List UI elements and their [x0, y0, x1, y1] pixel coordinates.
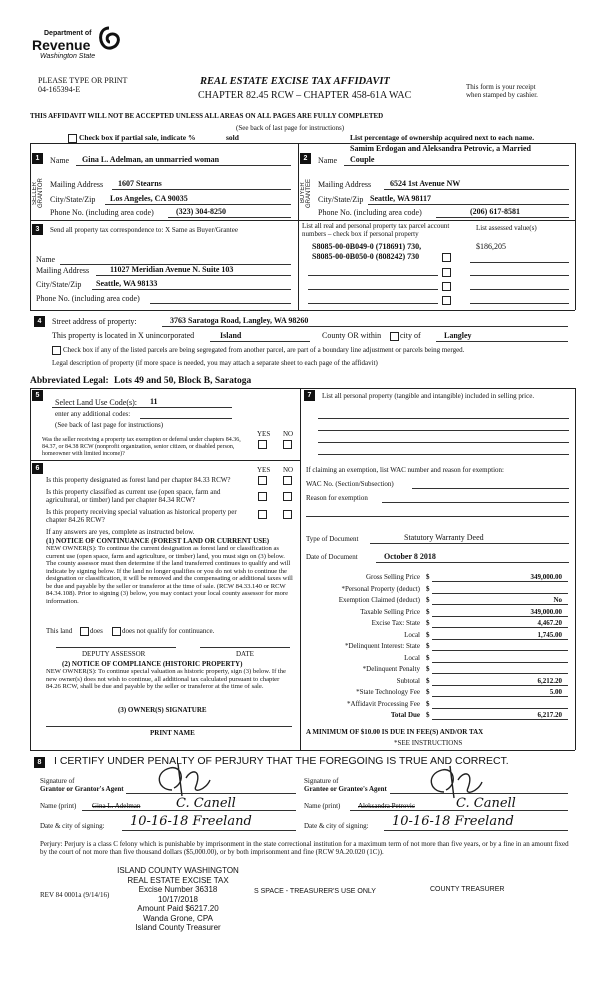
buyer-name-line2[interactable]: Couple: [350, 155, 375, 164]
buyer-city-label: City/State/Zip: [318, 195, 364, 204]
partial-sale-checkbox[interactable]: [68, 134, 77, 143]
grantee-sig-label-2: Grantee or Grantee's Agent: [304, 785, 387, 793]
perjury-notice: Perjury: Perjury is a class C felony which is punishable by imprisonment in the state correctional institution for a maximum term of not more than five years, or by a fine in an amount fixed by the court of not more than five thousand dollars ($5,000.00), or by both imprisonment and fine (RCW 9A.20.020 (1C)).: [40, 840, 569, 856]
parcel-5-checkbox[interactable]: [442, 296, 451, 305]
dollar-sign: $: [426, 573, 430, 581]
see-back-5: (See back of last page for instructions): [55, 421, 164, 429]
tax-row-label: Subtotal: [396, 676, 420, 685]
tax-row-line: [432, 662, 568, 663]
section-8-number: 8: [34, 757, 45, 768]
grantor-date-city[interactable]: 10-16-18 Freeland: [130, 814, 252, 829]
buyer-name-line1[interactable]: Samim Erdogan and Aleksandra Petrovic, a Married: [350, 144, 531, 153]
tax-row-line: [432, 639, 568, 640]
section-6-number: 6: [32, 463, 43, 474]
grantee-name-print[interactable]: Aleksandra Petrovic: [358, 802, 415, 810]
dollar-sign: $: [426, 607, 430, 616]
receipt-note-1: This form is your receipt: [466, 83, 536, 91]
land-use-label: Select Land Use Code(s):: [55, 398, 137, 407]
dollar-sign: $: [426, 676, 430, 685]
logo-line3: Washington State: [40, 53, 96, 60]
ownership-note: List percentage of ownership acquired next to each name.: [350, 133, 535, 142]
tax-row-label: *Affidavit Processing Fee: [347, 699, 420, 708]
assessed-header: List assessed value(s): [476, 224, 537, 232]
seller-name[interactable]: Gina L. Adelman, an unmarried woman: [82, 155, 220, 164]
logo-swirl-icon: [96, 26, 122, 54]
exemption-claim-text: If claiming an exemption, list WAC number and reason for exemption:: [306, 466, 504, 474]
logo-line1: Department of: [44, 30, 92, 37]
form-chapter: CHAPTER 82.45 RCW – CHAPTER 458-61A WAC: [198, 90, 412, 101]
land-use-code[interactable]: 11: [150, 397, 158, 406]
does-not-label: does not qualify for continuance.: [122, 627, 215, 635]
dollar-sign: $: [426, 642, 430, 650]
seller-city-label: City/State/Zip: [50, 195, 96, 204]
historic-yes-checkbox[interactable]: [258, 510, 267, 519]
does-label: does: [90, 627, 103, 635]
grantee-date-label: Date & city of signing:: [304, 822, 369, 830]
county-label: County OR within: [322, 331, 382, 340]
wac-label: WAC No. (Section/Subsection): [306, 480, 394, 488]
treasurer-stamp: [108, 866, 248, 933]
stamp-line7: Island County Treasurer: [135, 923, 221, 932]
grantor-date-label: Date & city of signing:: [40, 822, 105, 830]
dollar-sign: $: [426, 584, 430, 593]
grantor-sig-label-1: Signature of: [40, 777, 75, 785]
within-city-checkbox[interactable]: [390, 332, 399, 341]
segregated-text: Check box if any of the listed parcels are being segregated from another parcel, are part of a boundary line adjustment or parcels being merged.: [63, 346, 465, 354]
forest-yes-checkbox[interactable]: [258, 476, 267, 485]
tax-row-value[interactable]: 349,000.00: [530, 573, 562, 581]
tax-row-line: [432, 696, 568, 697]
parcel-2[interactable]: S8085-00-0B050-0 (808242) 730: [312, 252, 420, 261]
tax-row-value[interactable]: No: [553, 596, 562, 604]
dollar-sign: $: [426, 699, 430, 708]
sec3-address[interactable]: 11027 Meridian Avenue N. Suite 103: [110, 265, 234, 274]
tax-row-label: Total Due: [390, 711, 420, 719]
located-in: This property is located in X unincorporated: [52, 331, 195, 340]
tax-row-line: [432, 708, 568, 709]
grantee-sig-label-1: Signature of: [304, 777, 339, 785]
correspondence-text: Send all property tax correspondence to: X Same as Buyer/Grantee: [50, 226, 238, 234]
tax-row-label: *Delinquent Penalty: [362, 665, 420, 673]
tax-row-value[interactable]: 1,745.00: [537, 630, 562, 639]
grantor-name-handwritten: C. Canell: [176, 796, 236, 811]
rev-code: REV 84 0001a (9/14/16): [40, 891, 110, 899]
grantee-name-handwritten: C. Canell: [456, 796, 516, 811]
doc-type-label: Type of Document: [306, 535, 359, 543]
seller-address[interactable]: 1607 Stearns: [118, 179, 162, 188]
buyer-name-label: Name: [318, 156, 338, 165]
buyer-address-label: Mailing Address: [318, 180, 372, 189]
tax-row-value[interactable]: 6,212.20: [537, 676, 562, 685]
assessed-value[interactable]: $186,205: [476, 242, 506, 251]
section-4-number: 4: [34, 316, 45, 327]
grantee-name-label: Name (print): [304, 802, 341, 810]
current-use-yes-checkbox[interactable]: [258, 492, 267, 501]
dor-logo: [32, 22, 122, 66]
grantee-date-city[interactable]: 10-16-18 Freeland: [392, 814, 514, 829]
forest-no-checkbox[interactable]: [283, 476, 292, 485]
sec3-address-label: Mailing Address: [36, 266, 90, 275]
doc-date[interactable]: October 8 2018: [384, 552, 436, 561]
sec3-city-label: City/State/Zip: [36, 280, 82, 289]
grantor-name-print[interactable]: Gina L. Adelman: [92, 802, 141, 810]
current-use-question: Is this property classified as current use (open space, farm and agricultural, or timber) land per chapter 84.34 RCW?: [46, 488, 221, 504]
sec5-no-checkbox[interactable]: [283, 440, 292, 449]
sec5-no: NO: [283, 430, 294, 438]
tax-row-value[interactable]: 349,000.00: [530, 607, 562, 616]
dollar-sign: $: [426, 630, 430, 639]
dollar-sign: $: [426, 711, 430, 719]
tax-row-line: [432, 673, 568, 674]
owner-signature-label: (3) OWNER(S) SIGNATURE: [118, 706, 207, 714]
notice1-body: NEW OWNER(S): To continue the current designation as forest land or classification as current use (open space, farm and agriculture, or timber) land, you must sign on (3) below. The county assessor must then determine if the land transferred continues to qualify and will indicate by signing below. If the land no longer qualifies or you do not wish to continue the designation or classification, it will be removed and the compensating or additional taxes will be due and payable by the seller or transferor at the time of sale. (RCW 84.33.140 or RCW 84.34.108). Prior to signing (3) below, you may contact your local county assessor for more information.: [46, 545, 293, 605]
additional-codes-label: enter any additional codes:: [55, 410, 131, 418]
personal-property-text: List all personal property (tangible and intangible) included in selling price.: [322, 392, 535, 400]
tax-row-label: *Delinquent Interest: State: [344, 642, 420, 650]
warning-text: THIS AFFIDAVIT WILL NOT BE ACCEPTED UNLESS ALL AREAS ON ALL PAGES ARE FULLY COMPLETED: [30, 112, 384, 120]
tax-row-line: [432, 685, 568, 686]
dollar-sign: $: [426, 619, 430, 627]
parcel-4-checkbox[interactable]: [442, 282, 451, 291]
reason-label: Reason for exemption: [306, 494, 368, 502]
parcels-header: List all real and personal property tax parcel account numbers – check box if personal property: [302, 222, 450, 238]
tax-row-line: [432, 650, 568, 651]
county-treasurer-label: COUNTY TREASURER: [430, 886, 505, 893]
parcel-3-checkbox[interactable]: [442, 268, 451, 277]
legal-desc-text: Legal description of property (if more space is needed, you may attach a separate sheet to each page of the affidavit): [52, 359, 378, 367]
tax-row-value[interactable]: 4,467.20: [537, 619, 562, 627]
dollar-sign: $: [426, 665, 430, 673]
city-name[interactable]: Langley: [444, 331, 472, 340]
notice2-body: NEW OWNER(S): To continue special valuation as historic property, sign (3) below. If the new owner(s) does not wish to continue, all additional tax calculated pursuant to chapter 84.26 RCW, shall be due and payable by the seller or transferor at the time of sale.: [46, 668, 286, 690]
sec3-phone-label: Phone No. (including area code): [36, 294, 140, 303]
section-7-number: 7: [304, 390, 315, 401]
this-land-label: This land: [46, 627, 73, 635]
tax-row-label: Gross Selling Price: [365, 573, 420, 581]
seller-name-label: Name: [50, 156, 70, 165]
if-yes-text: If any answers are yes, complete as instructed below.: [46, 528, 195, 536]
tax-row-label: Excise Tax: State: [371, 619, 420, 627]
buyer-side-label: BUYER GRANTEE: [300, 178, 312, 208]
seller-side-label: SELLER GRANTOR: [32, 178, 44, 208]
certify-text: I CERTIFY UNDER PENALTY OF PERJURY THAT THE FOREGOING IS TRUE AND CORRECT.: [54, 755, 509, 767]
parcel-1[interactable]: S8085-00-0B049-0 (718691) 730,: [312, 242, 422, 251]
doc-date-label: Date of Document: [306, 553, 358, 561]
tax-row-label: *Personal Property (deduct): [341, 584, 420, 593]
tax-row-label: *State Technology Fee: [356, 688, 420, 696]
assessor-date-label: DATE: [236, 650, 254, 658]
buyer-phone[interactable]: (206) 617-8581: [470, 207, 520, 216]
see-back-top: (See back of last page for instructions): [236, 124, 345, 132]
tax-row-line: [432, 627, 568, 628]
form-title: REAL ESTATE EXCISE TAX AFFIDAVIT: [200, 76, 390, 87]
tax-row-label: Local: [404, 653, 420, 662]
abbrev-legal[interactable]: Lots 49 and 50, Block B, Saratoga: [114, 376, 252, 386]
tax-row-value[interactable]: 6,217.20: [537, 711, 562, 719]
dollar-sign: $: [426, 596, 430, 604]
sec6-yes: YES: [257, 466, 271, 474]
exemption-question: Was the seller receiving a property tax exemption or deferral under chapters 84.36, 84.37, or 84.38 RCW (nonprofit organization, senior citizen, or disabled person, homeowner with limited income)?: [42, 437, 241, 457]
receipt-note-2: when stamped by cashier.: [466, 91, 538, 99]
stamp-line3: Excise Number 36318: [138, 885, 218, 894]
county-name[interactable]: Island: [220, 331, 242, 340]
tax-row-line: [432, 604, 568, 605]
sold-label: sold: [226, 133, 239, 142]
tax-row-line: [432, 581, 568, 582]
deputy-assessor-label: DEPUTY ASSESSOR: [82, 650, 146, 658]
section-5-number: 5: [32, 390, 43, 401]
grantor-sig-label-2: Grantor or Grantor's Agent: [40, 785, 124, 793]
street-label: Street address of property:: [52, 317, 137, 326]
stamp-line4: 10/17/2018: [157, 894, 199, 904]
tax-row-line: [432, 616, 568, 617]
sec5-yes-checkbox[interactable]: [258, 440, 267, 449]
tax-row-label: Taxable Selling Price: [360, 607, 420, 616]
buyer-address[interactable]: 6524 1st Avenue NW: [390, 179, 461, 188]
sec5-yes: YES: [257, 430, 271, 438]
sec3-city[interactable]: Seattle, WA 98133: [96, 279, 158, 288]
notice2-title: (2) NOTICE OF COMPLIANCE (HISTORIC PROPERTY): [62, 660, 243, 668]
section-3-number: 3: [32, 224, 43, 235]
minimum-due-text: A MINIMUM OF $10.00 IS DUE IN FEE(S) AND/OR TAX: [306, 728, 484, 736]
section-1-number: 1: [32, 153, 43, 164]
segregated-checkbox[interactable]: [52, 346, 61, 355]
tax-row-value[interactable]: 5.00: [549, 688, 562, 696]
tax-row-label: Local: [404, 630, 420, 639]
stamp-line6: Wanda Grone, CPA: [143, 913, 213, 923]
logo-line2: Revenue: [32, 37, 91, 53]
partial-sale-label: Check box if partial sale, indicate %: [79, 133, 196, 142]
buyer-phone-label: Phone No. (including area code): [318, 208, 422, 217]
city-of-label: city of: [400, 331, 421, 340]
historic-no-checkbox[interactable]: [283, 510, 292, 519]
seller-address-label: Mailing Address: [50, 180, 104, 189]
sec3-name-label: Name: [36, 255, 56, 264]
dollar-sign: $: [426, 688, 430, 696]
does-checkbox[interactable]: [80, 627, 89, 636]
tax-row-line: [432, 719, 568, 720]
treasurer-use-only: S SPACE - TREASURER'S USE ONLY: [254, 888, 376, 895]
abbrev-legal-label: Abbreviated Legal:: [30, 376, 109, 386]
stamp-line1: ISLAND COUNTY WASHINGTON: [117, 866, 239, 875]
parcel-2-checkbox[interactable]: [442, 253, 451, 262]
stamp-line5: Amount Paid $6217.20: [137, 904, 219, 913]
see-instructions: *SEE INSTRUCTIONS: [394, 739, 463, 747]
stamp-line2: REAL ESTATE EXCISE TAX: [127, 875, 229, 885]
dollar-sign: $: [426, 653, 430, 662]
historic-question: Is this property receiving special valuation as historical property per chapter 84.26 RCW?: [46, 508, 237, 524]
sec6-no: NO: [283, 466, 294, 474]
notice1-title: (1) NOTICE OF CONTINUANCE (FOREST LAND OR CURRENT USE): [46, 537, 270, 545]
seller-city[interactable]: Los Angeles, CA 90035: [110, 194, 188, 203]
current-use-no-checkbox[interactable]: [283, 492, 292, 501]
grantor-signature: [152, 760, 212, 800]
grantor-name-label: Name (print): [40, 802, 77, 810]
seller-phone[interactable]: (323) 304-8250: [176, 207, 226, 216]
seller-phone-label: Phone No. (including area code): [50, 208, 154, 217]
tax-row-label: Exemption Claimed (deduct): [338, 596, 420, 604]
street-address[interactable]: 3763 Saratoga Road, Langley, WA 98260: [170, 316, 309, 325]
doc-type[interactable]: Statutory Warranty Deed: [404, 533, 484, 542]
please-type: PLEASE TYPE OR PRINT: [38, 76, 128, 85]
buyer-city[interactable]: Seattle, WA 98117: [370, 194, 431, 203]
tax-row-line: [432, 593, 568, 594]
forest-question: Is this property designated as forest land per chapter 84.33 RCW?: [46, 476, 231, 484]
form-code: 04-165394-E: [38, 85, 81, 94]
does-not-checkbox[interactable]: [112, 627, 121, 636]
print-name-label: PRINT NAME: [150, 729, 195, 737]
section-2-number: 2: [300, 153, 311, 164]
